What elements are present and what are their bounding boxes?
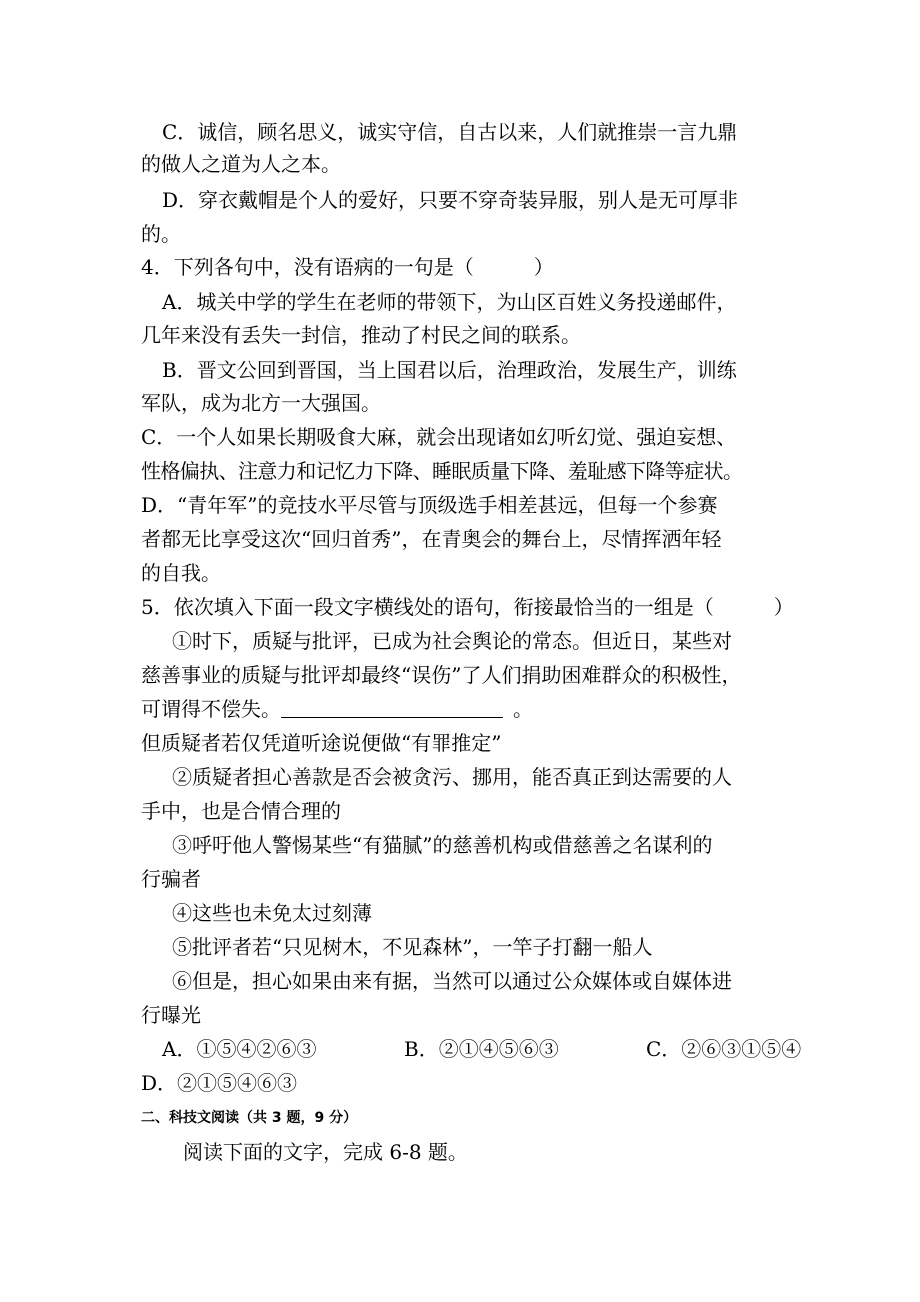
q5-choice-d: D．②①⑤④⑥③	[141, 1071, 298, 1095]
q5-stem: 5．依次填入下面一段文字横线处的语句，衔接最恰当的一组是（ ）	[141, 595, 794, 619]
q5-item-2-line2: 手中，也是合情合理的	[141, 799, 341, 823]
q5-item-4: ④这些也未免太过刻薄	[172, 901, 372, 925]
section-intro: 阅读下面的文字，完成 6-8 题。	[183, 1140, 468, 1164]
q3-option-d-line2: 的。	[141, 222, 181, 246]
q3-option-d-line1: D．穿衣戴帽是个人的爱好，只要不穿奇装异服，别人是无可厚非	[162, 188, 739, 212]
q5-passage-line2: 慈善事业的质疑与批评却最终“误伤”了人们捐助困难群众的积极性，	[141, 663, 742, 687]
q5-item-2-line1: ②质疑者担心善款是否会被贪污、挪用，能否真正到达需要的人	[172, 765, 732, 789]
q4-option-b-line1: B．晋文公回到晋国，当上国君以后，治理政治，发展生产，训练	[162, 358, 737, 382]
q4-option-c-line2: 性格偏执、注意力和记忆力下降、睡眠质量下降、羞耻感下降等症状。	[141, 459, 743, 483]
q4-option-a-line1: A．城关中学的学生在老师的带领下，为山区百姓义务投递邮件，	[162, 290, 737, 314]
q5-passage-line3	[141, 695, 533, 723]
q5-item-6-line2: 行曝光	[141, 1003, 201, 1027]
q5-choice-b: B．②①④⑤⑥③	[404, 1037, 559, 1061]
q4-option-d-line3: 的自我。	[141, 561, 221, 585]
q5-choice-a: A．①⑤④②⑥③	[162, 1037, 317, 1061]
q5-item-1: 但质疑者若仅凭道听途说便做“有罪推定”	[141, 731, 502, 755]
fill-blank	[281, 697, 503, 718]
fill-blank-end: 。	[513, 697, 533, 721]
q3-option-c-line2: 的做人之道为人之本。	[141, 152, 341, 176]
q5-item-3-line2: 行骗者	[141, 867, 201, 891]
q3-option-c-line1: C．诚信，顾名思义，诚实守信，自古以来，人们就推崇一言九鼎	[162, 120, 738, 144]
q5-choice-c: C．②⑥③①⑤④	[646, 1037, 802, 1061]
q5-passage-line3-text: 可谓得不偿失。	[141, 697, 281, 721]
section-heading: 二、科技文阅读（共 3 题，9 分）	[141, 1110, 358, 1126]
q4-option-b-line2: 军队，成为北方一大强国。	[141, 391, 381, 415]
q5-item-5: ⑤批评者若“只见树木，不见森林”，一竿子打翻一船人	[172, 935, 653, 959]
q4-option-d-line2: 者都无比享受这次“回归首秀”，在青奥会的舞台上，尽情挥洒年轻	[141, 527, 722, 551]
q5-item-3-line1: ③呼吁他人警惕某些“有猫腻”的慈善机构或借慈善之名谋利的	[172, 833, 713, 857]
q4-option-a-line2: 几年来没有丢失一封信，推动了村民之间的联系。	[141, 323, 581, 347]
q5-passage-line1: ①时下，质疑与批评，已成为社会舆论的常态。但近日，某些对	[172, 629, 732, 653]
q4-option-c-line1: C．一个人如果长期吸食大麻，就会出现诸如幻听幻觉、强迫妄想、	[141, 425, 737, 449]
q5-item-6-line1: ⑥但是，担心如果由来有据，当然可以通过公众媒体或自媒体进	[172, 969, 732, 993]
q4-stem: 4．下列各句中，没有语病的一句是（ ）	[141, 255, 554, 279]
q4-option-d-line1: D．“青年军”的竞技水平尽管与顶级选手相差甚远，但每一个参赛	[141, 493, 718, 517]
